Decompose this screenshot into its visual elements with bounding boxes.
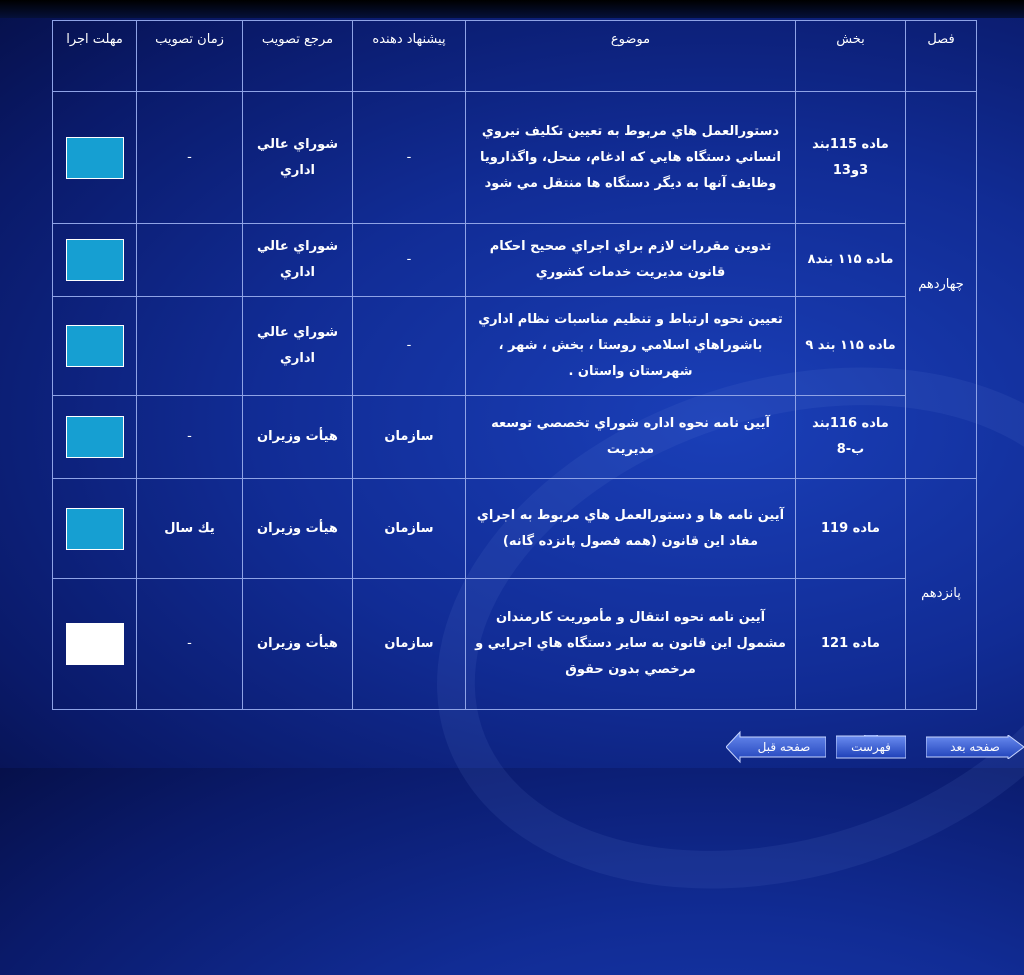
deadline-cell bbox=[53, 396, 137, 479]
header-section: بخش bbox=[796, 21, 906, 92]
header-authority: مرجع تصويب bbox=[243, 21, 353, 92]
authority-cell: هيأت وزيران bbox=[243, 579, 353, 710]
proposer-cell: - bbox=[353, 224, 466, 297]
table-row bbox=[53, 396, 977, 479]
proposer-cell: - bbox=[353, 92, 466, 224]
subject-cell: آيين نامه نحوه انتقال و مأموريت كارمندان مشمول اين قانون به ساير دستگاه هاي اجرايي و مرخصي بدون حقوق bbox=[466, 579, 796, 710]
section-cell: ماده 119 bbox=[796, 479, 906, 579]
deadline-box[interactable] bbox=[66, 325, 124, 367]
legislation-table bbox=[52, 20, 977, 710]
authority-cell: شوراي عالي اداري bbox=[243, 297, 353, 396]
subject-cell: آيين نامه نحوه اداره شوراي تخصصي توسعه مديريت bbox=[466, 396, 796, 479]
header-row bbox=[53, 21, 977, 92]
subject-cell: آيين نامه ها و دستورالعمل هاي مربوط به اجراي مفاد اين قانون (همه فصول پانزده گانه) bbox=[466, 479, 796, 579]
table-row bbox=[53, 479, 977, 579]
section-cell: ماده 115بند 3و13 bbox=[796, 92, 906, 224]
deadline-box[interactable] bbox=[66, 508, 124, 550]
next-page-button[interactable] bbox=[926, 735, 1024, 759]
subject-cell: تعيين نحوه ارتباط و تنظيم مناسبات نظام اداري باشوراهاي اسلامي روستا ، بخش ، شهر ، شهرستان واستان . bbox=[466, 297, 796, 396]
approval-time-cell bbox=[137, 297, 243, 396]
proposer-cell: سازمان bbox=[353, 396, 466, 479]
header-proposer: پيشنهاد دهنده bbox=[353, 21, 466, 92]
header-approval-time: زمان تصويب bbox=[137, 21, 243, 92]
index-label: فهرست bbox=[851, 740, 891, 754]
subject-cell: دستورالعمل هاي مربوط به تعيين تكليف نيروي انساني دستگاه هايي كه ادغام، منحل، واگذارويا وظايف آنها به ديگر دستگاه ها منتقل مي شود bbox=[466, 92, 796, 224]
table-row bbox=[53, 224, 977, 297]
authority-cell: شوراي عالي اداري bbox=[243, 224, 353, 297]
table-row bbox=[53, 579, 977, 710]
approval-time-cell: يك سال bbox=[137, 479, 243, 579]
top-bar bbox=[0, 0, 1024, 18]
proposer-cell: سازمان bbox=[353, 479, 466, 579]
deadline-cell bbox=[53, 297, 137, 396]
proposer-cell: - bbox=[353, 297, 466, 396]
next-page-label: صفحه بعد bbox=[950, 740, 1000, 754]
section-cell: ماده 116بند ب-8 bbox=[796, 396, 906, 479]
section-cell: ماده ۱۱۵ بند ۹ bbox=[796, 297, 906, 396]
header-subject: موضوع bbox=[466, 21, 796, 92]
deadline-box[interactable] bbox=[66, 137, 124, 179]
header-deadline: مهلت اجرا bbox=[53, 21, 137, 92]
chapter-cell: پانزدهم bbox=[906, 479, 977, 710]
section-cell: ماده ۱۱۵ بند۸ bbox=[796, 224, 906, 297]
approval-time-cell: - bbox=[137, 579, 243, 710]
deadline-box[interactable] bbox=[66, 623, 124, 665]
deadline-box[interactable] bbox=[66, 416, 124, 458]
previous-page-label: صفحه قبل bbox=[757, 740, 811, 754]
subject-cell: تدوين مقررات لازم براي اجراي صحيح احكام قانون مديريت خدمات كشوري bbox=[466, 224, 796, 297]
previous-page-button[interactable] bbox=[726, 730, 826, 764]
authority-cell: شوراي عالي اداري bbox=[243, 92, 353, 224]
deadline-cell bbox=[53, 92, 137, 224]
deadline-box[interactable] bbox=[66, 239, 124, 281]
chapter-cell: چهاردهم bbox=[906, 92, 977, 479]
approval-time-cell: - bbox=[137, 396, 243, 479]
table-row bbox=[53, 297, 977, 396]
deadline-cell bbox=[53, 579, 137, 710]
approval-time-cell bbox=[137, 224, 243, 297]
proposer-cell: سازمان bbox=[353, 579, 466, 710]
deadline-cell bbox=[53, 479, 137, 579]
authority-cell: هيأت وزيران bbox=[243, 396, 353, 479]
section-cell: ماده 121 bbox=[796, 579, 906, 710]
approval-time-cell: - bbox=[137, 92, 243, 224]
deadline-cell bbox=[53, 224, 137, 297]
index-button[interactable] bbox=[836, 735, 906, 759]
header-chapter: فصل bbox=[906, 21, 977, 92]
authority-cell: هيأت وزيران bbox=[243, 479, 353, 579]
table-row bbox=[53, 92, 977, 224]
